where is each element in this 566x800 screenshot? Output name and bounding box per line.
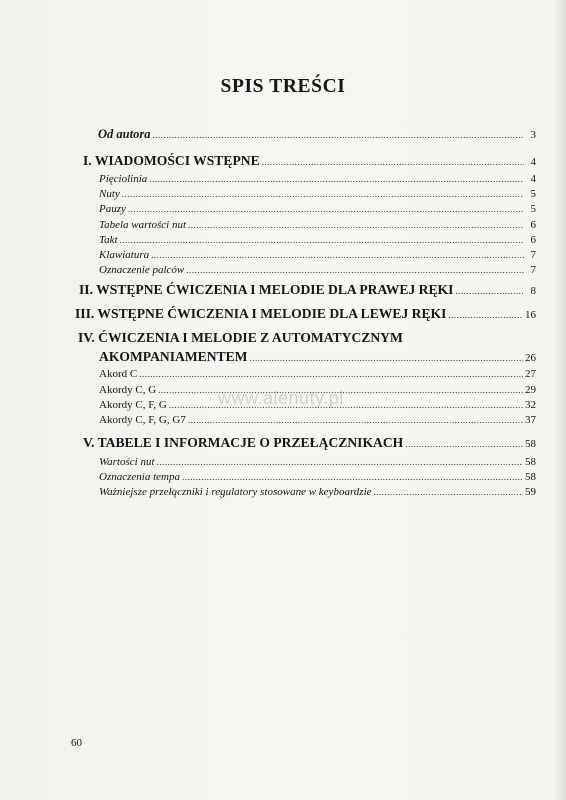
dot-leader <box>139 369 523 379</box>
toc-subentry-label: Pięciolinia <box>99 173 148 185</box>
dot-leader <box>151 250 524 260</box>
toc-page-number: 5 <box>530 203 536 215</box>
toc-section-5 <box>83 435 536 451</box>
dot-leader <box>262 157 524 167</box>
dot-leader <box>250 353 523 363</box>
toc-section-label: AKOMPANIAMENTEM <box>99 349 248 364</box>
toc-page-number: 7 <box>530 264 536 276</box>
toc-subentry-label: Klawiatura <box>99 249 150 261</box>
toc-entry-author <box>98 127 536 142</box>
toc-subentry <box>99 173 536 185</box>
watermark: www.alenuty.pl <box>218 388 344 408</box>
toc-subentry <box>99 203 536 215</box>
toc-subentry <box>99 456 536 468</box>
toc-section-label: I. WIADOMOŚCI WSTĘPNE <box>83 153 260 168</box>
dot-leader <box>182 472 523 482</box>
toc-subentry <box>99 414 536 426</box>
toc-page-number: 5 <box>530 188 536 200</box>
toc-section-label: II. WSTĘPNE ĆWICZENIA I MELODIE DLA PRAWEJ RĘKI <box>79 282 454 297</box>
dot-leader <box>120 235 524 245</box>
toc-subentry-label: Akordy C, F, G <box>99 399 167 411</box>
toc-subentry-label: Oznaczenie palców <box>99 264 185 276</box>
toc-page-number: 37 <box>525 414 536 426</box>
dot-leader <box>405 439 523 449</box>
toc-page-number: 59 <box>525 486 536 498</box>
toc-section-label: III. WSTĘPNE ĆWICZENIA I MELODIE DLA LEWEJ RĘKI <box>75 306 447 321</box>
toc-subentry <box>99 264 536 276</box>
toc-subentry <box>99 219 536 231</box>
toc-subentry-label: Wartości nut <box>99 456 155 468</box>
toc-subentry <box>99 188 536 200</box>
toc-section-label: V. TABELE I INFORMACJE O PRZEŁĄCZNIKACH <box>83 435 404 450</box>
toc-subentry-label: Akordy C, F, G, G7 <box>99 414 186 426</box>
toc-section-3 <box>75 306 536 322</box>
toc-subentry-label: Oznaczenia tempa <box>99 471 180 483</box>
toc-section-2 <box>79 282 536 298</box>
toc-page-number: 4 <box>530 173 536 185</box>
dot-leader <box>128 204 524 214</box>
toc-page-number: 58 <box>525 471 536 483</box>
dot-leader <box>455 286 524 296</box>
toc-section-label: IV. ĆWICZENIA I MELODIE Z AUTOMATYCZNYM <box>78 330 403 345</box>
page-number-footer: 60 <box>71 737 82 749</box>
toc-page-number: 6 <box>530 219 536 231</box>
dot-leader <box>188 220 524 230</box>
toc-subentry <box>99 249 536 261</box>
toc-section-4-line-1 <box>78 330 536 346</box>
toc-subentry <box>99 471 536 483</box>
toc-page-number: 26 <box>525 352 536 364</box>
toc-page-number: 4 <box>530 156 536 168</box>
toc-subentry-label: Akord C <box>99 368 138 380</box>
toc-subentry-label: Ważniejsze przełączniki i regulatory stosowane w keyboardzie <box>99 486 372 498</box>
toc-subentry <box>99 234 536 246</box>
dot-leader <box>448 310 523 320</box>
toc-subentry <box>99 368 536 380</box>
toc-page-number: 7 <box>530 249 536 261</box>
toc-page-number: 16 <box>525 309 536 321</box>
dot-leader <box>149 174 524 184</box>
toc-subentry-label: Nuty <box>99 188 120 200</box>
dot-leader <box>374 487 523 497</box>
dot-leader <box>152 130 524 140</box>
toc-subentry-label: Akordy C, G <box>99 384 157 396</box>
toc-page-number: 6 <box>530 234 536 246</box>
dot-leader <box>188 415 523 425</box>
toc-page-number: 32 <box>525 399 536 411</box>
toc-subentry-label: Takt <box>99 234 118 246</box>
toc-page-number: 58 <box>525 438 536 450</box>
toc-subentry <box>99 486 536 498</box>
dot-leader <box>122 189 524 199</box>
toc-page-number: 3 <box>530 129 536 141</box>
toc-page-number: 27 <box>525 368 536 380</box>
toc-page-number: 8 <box>530 285 536 297</box>
page-title: SPIS TREŚCI <box>220 76 346 97</box>
toc-entry-label: Od autora <box>98 127 151 141</box>
toc-subentry-label: Pauzy <box>99 203 126 215</box>
toc-subentry-label: Tabela wartości nut <box>99 219 186 231</box>
toc-page-number: 29 <box>525 384 536 396</box>
toc-section-4-line-2 <box>99 349 536 365</box>
dot-leader <box>186 265 524 275</box>
toc-section-1 <box>83 153 536 169</box>
toc-page-number: 58 <box>525 456 536 468</box>
dot-leader <box>157 457 523 467</box>
